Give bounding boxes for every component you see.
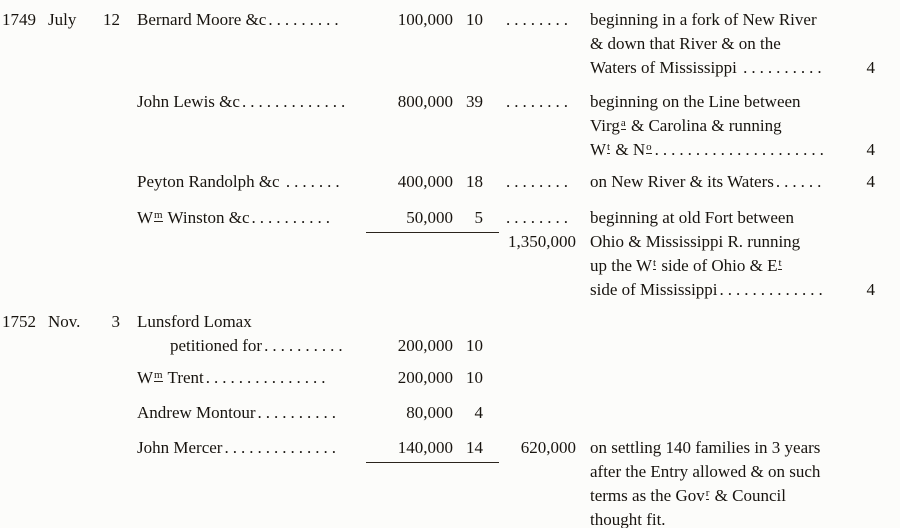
grantee-name-cell bbox=[120, 401, 368, 425]
entry-month bbox=[44, 401, 90, 425]
entry-year bbox=[0, 436, 44, 460]
description-line: up the Wt side of Ohio & Et bbox=[590, 256, 782, 275]
grantee-name-line: John Mercer .............. bbox=[137, 438, 340, 457]
superscript-letter: a bbox=[620, 117, 626, 129]
description-line: beginning in a fork of New River bbox=[590, 10, 817, 29]
grantee-name-line: John Lewis &c ............. bbox=[137, 92, 350, 111]
description-cell bbox=[578, 90, 900, 162]
entry-month bbox=[44, 366, 90, 390]
entry-year bbox=[0, 366, 44, 390]
rights-value: 10 bbox=[466, 368, 483, 387]
rights-value: 14 bbox=[466, 438, 483, 457]
acreage-cell bbox=[368, 310, 453, 358]
grantee-name-cell bbox=[120, 206, 368, 230]
rights-value: 4 bbox=[474, 403, 483, 422]
superscript-letter: r bbox=[705, 487, 710, 499]
description-line: & down that River & on the bbox=[590, 34, 781, 53]
description-line: on New River & its Waters ...... 4 bbox=[590, 170, 900, 194]
superscript-letter: o bbox=[646, 141, 652, 153]
description-cell bbox=[578, 436, 900, 528]
page-ref: 4 bbox=[866, 140, 875, 159]
acreage-value: 140,000 bbox=[397, 438, 453, 457]
rights-cell bbox=[453, 8, 483, 32]
mid-dots: ........ bbox=[506, 208, 572, 227]
acreage-cell bbox=[368, 8, 453, 32]
leader-dots: ............. bbox=[719, 280, 827, 299]
description-line: Waters of Mississippi .......... 4 bbox=[590, 56, 900, 80]
total-cell bbox=[483, 90, 578, 114]
page-ref: 4 bbox=[866, 172, 875, 191]
superscript-letter: t bbox=[778, 257, 782, 269]
rights-value bbox=[453, 310, 483, 334]
leader-dots: .............. bbox=[224, 438, 340, 457]
rights-value: 5 bbox=[474, 208, 483, 227]
rights-cell bbox=[453, 206, 483, 230]
entry-year bbox=[0, 401, 44, 425]
mid-dots: ........ bbox=[506, 172, 572, 191]
leader-dots: .......... bbox=[264, 336, 347, 355]
rights-value: 18 bbox=[466, 172, 483, 191]
leader-dots: ..................... bbox=[654, 140, 828, 159]
description-line: beginning on the Line between bbox=[590, 92, 801, 111]
grantee-name-cell bbox=[120, 436, 368, 460]
superscript-letter: t bbox=[607, 141, 611, 153]
entry-day: 3 bbox=[111, 312, 120, 331]
acreage-cell bbox=[368, 170, 453, 194]
leader-dots: ......... bbox=[268, 10, 343, 29]
rights-cell bbox=[453, 90, 483, 114]
total-cell bbox=[483, 436, 578, 460]
total-value: 1,350,000 bbox=[508, 232, 576, 251]
rights-cell bbox=[453, 310, 483, 358]
page-ref: 4 bbox=[866, 58, 875, 77]
acreage-value: 200,000 bbox=[397, 368, 453, 387]
total-cell bbox=[483, 170, 578, 194]
description-line: terms as the Govr & Council bbox=[590, 486, 786, 505]
description-line: beginning at old Fort between bbox=[590, 208, 794, 227]
ledger-entry bbox=[0, 206, 900, 302]
mid-dots: ........ bbox=[506, 92, 572, 111]
ledger-entry bbox=[0, 310, 900, 358]
description-line: thought fit. bbox=[590, 510, 666, 528]
ledger-entry bbox=[0, 8, 900, 80]
rights-value: 10 bbox=[466, 336, 483, 355]
entry-day bbox=[90, 170, 120, 194]
entry-day bbox=[90, 401, 120, 425]
leader-dots: .......... bbox=[257, 403, 341, 422]
description-line: Wt & No ..................... 4 bbox=[590, 138, 900, 162]
acreage-cell bbox=[368, 436, 453, 460]
leader-dots: .......... bbox=[251, 208, 334, 227]
grantee-name-line: Peyton Randolph &c ....... bbox=[137, 172, 344, 191]
entry-month bbox=[44, 90, 90, 114]
rights-cell bbox=[453, 366, 483, 390]
rights-cell bbox=[453, 170, 483, 194]
entry-day bbox=[90, 90, 120, 114]
entry-day bbox=[90, 436, 120, 460]
total-cell bbox=[483, 8, 578, 32]
acreage-value: 800,000 bbox=[397, 92, 453, 111]
ledger-entry bbox=[0, 401, 900, 425]
acreage-cell bbox=[368, 206, 453, 230]
grantee-name-cell bbox=[120, 366, 368, 390]
entry-month bbox=[44, 206, 90, 230]
entry-day: 12 bbox=[103, 10, 120, 29]
entry-year bbox=[0, 90, 44, 114]
leader-dots: ....... bbox=[285, 172, 344, 191]
acreage-value bbox=[368, 310, 453, 334]
description-line: on settling 140 families in 3 years bbox=[590, 438, 821, 457]
description-cell bbox=[578, 8, 900, 80]
description-cell bbox=[578, 170, 900, 194]
leader-dots: .......... bbox=[743, 58, 826, 77]
ledger-entry bbox=[0, 366, 900, 390]
entry-year: 1752 bbox=[2, 312, 36, 331]
grantee-name-line: Andrew Montour .......... bbox=[137, 403, 341, 422]
rights-cell bbox=[453, 436, 483, 460]
acreage-value: 200,000 bbox=[397, 336, 453, 355]
description-line: Ohio & Mississippi R. running bbox=[590, 232, 801, 251]
acreage-value: 100,000 bbox=[397, 10, 453, 29]
total-cell bbox=[483, 206, 578, 254]
superscript-letter: m bbox=[154, 369, 163, 381]
entry-month bbox=[44, 436, 90, 460]
sum-rule bbox=[366, 232, 499, 233]
acreage-value: 80,000 bbox=[406, 403, 453, 422]
rights-value: 39 bbox=[466, 92, 483, 111]
entry-year bbox=[0, 206, 44, 230]
entry-year: 1749 bbox=[2, 10, 36, 29]
entry-day bbox=[90, 366, 120, 390]
grantee-name-line: Bernard Moore &c ......... bbox=[137, 10, 343, 29]
mid-dots: ........ bbox=[506, 10, 572, 29]
entry-day bbox=[90, 206, 120, 230]
entry-year bbox=[0, 170, 44, 194]
grantee-name-line: Wm Trent ............... bbox=[137, 368, 330, 387]
ledger-entry bbox=[0, 90, 900, 162]
description-line: after the Entry allowed & on such bbox=[590, 462, 821, 481]
total-value: 620,000 bbox=[520, 438, 576, 457]
grantee-name-cell bbox=[120, 90, 368, 114]
page-ref: 4 bbox=[866, 280, 875, 299]
rights-cell bbox=[453, 401, 483, 425]
leader-dots: ...... bbox=[775, 172, 826, 191]
description-line: Virga & Carolina & running bbox=[590, 116, 782, 135]
ledger-entry bbox=[0, 170, 900, 194]
superscript-letter: m bbox=[154, 209, 163, 221]
grantee-name-line: Wm Winston &c .......... bbox=[137, 208, 334, 227]
grantee-name-line: petitioned for .......... bbox=[170, 336, 347, 355]
grantee-name-cell bbox=[120, 8, 368, 32]
rights-value: 10 bbox=[466, 10, 483, 29]
superscript-letter: t bbox=[653, 257, 657, 269]
grantee-name-line: Lunsford Lomax bbox=[137, 312, 252, 331]
entry-month bbox=[44, 170, 90, 194]
sum-rule bbox=[366, 462, 499, 463]
description-cell bbox=[578, 206, 900, 302]
description-line: side of Mississippi ............. 4 bbox=[590, 278, 900, 302]
ledger-entry bbox=[0, 436, 900, 528]
acreage-cell bbox=[368, 90, 453, 114]
acreage-value: 50,000 bbox=[406, 208, 453, 227]
entry-month: Nov. bbox=[48, 312, 81, 331]
acreage-cell bbox=[368, 366, 453, 390]
leader-dots: ............... bbox=[205, 368, 330, 387]
acreage-value: 400,000 bbox=[397, 172, 453, 191]
grantee-name-cell bbox=[120, 310, 368, 358]
acreage-cell bbox=[368, 401, 453, 425]
grantee-name-cell bbox=[120, 170, 368, 194]
entry-month: July bbox=[48, 10, 77, 29]
leader-dots: ............. bbox=[241, 92, 350, 111]
